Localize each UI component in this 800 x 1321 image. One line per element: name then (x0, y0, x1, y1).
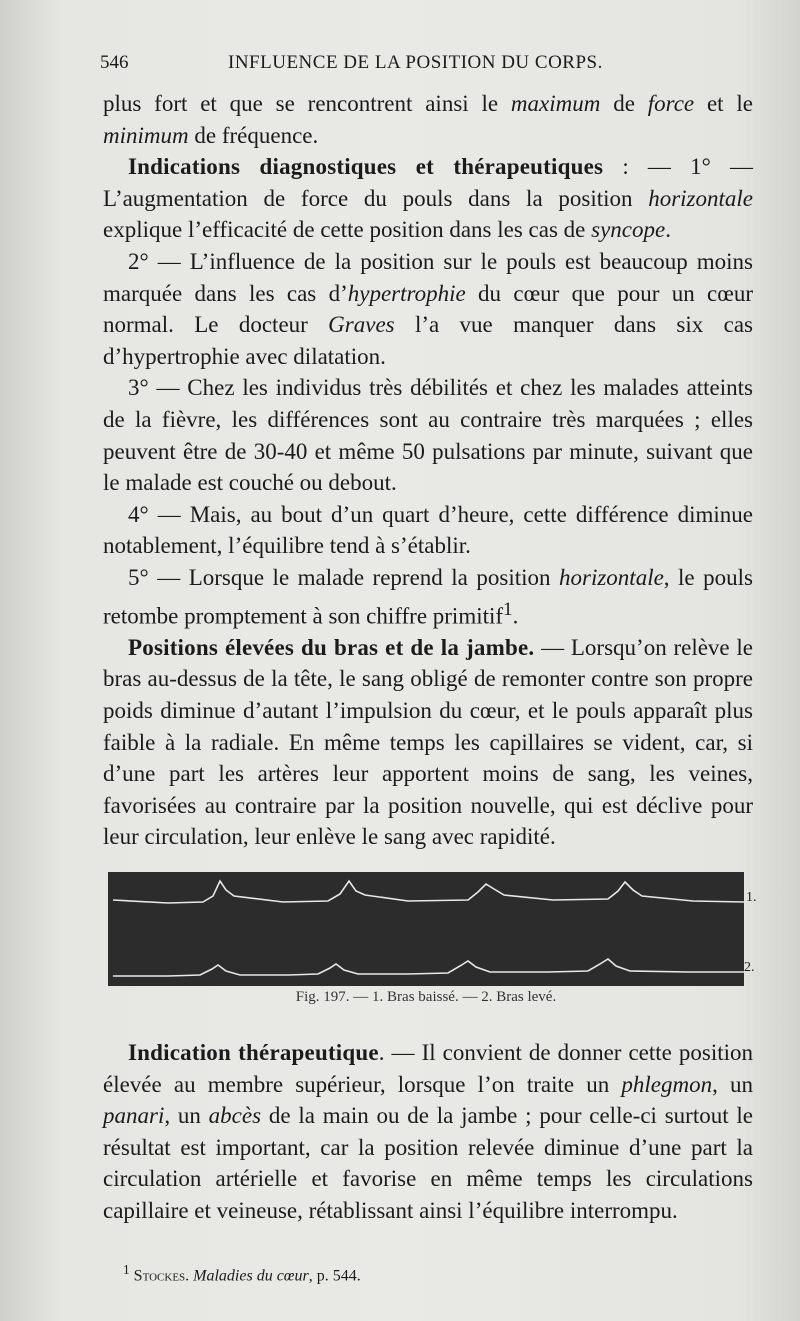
running-header (100, 52, 750, 82)
pulse-trace-2 (113, 959, 744, 976)
paragraph-point-5: 5° — Lorsque le malade reprend la position horizontale, le pouls retombe promptement à son chiffre primitif$^1$. (103, 564, 753, 629)
footnote-author: Stockes. (133, 1267, 190, 1285)
pulse-tracing-figure (108, 872, 757, 986)
footnote-marker: 1 (123, 1262, 130, 1277)
pulse-trace-1 (113, 881, 744, 903)
page-number: 546 (100, 52, 129, 73)
running-title: INFLUENCE DE LA POSITION DU CORPS. (228, 52, 603, 73)
pulse-tracing-image (108, 872, 744, 986)
paragraph-positions: Positions élevées du bras et de la jambe. — Lorsqu’on relève le bras au-dessus de la tête, le sang obligé de remonter contre son propre poids diminue d’autant l’impulsion du cœur, et le pouls apparaît plus faible à la radiale. En même temps les capillaires se vident, car, si d’une part les artères leur apportent moins de sang, les veines, favorisées au contraire par la position nouvelle, qui est déclive pour leur circulation, leur enlève le sang avec rapidité. (103, 634, 754, 850)
section-heading-indication: Indication thérapeutique (128, 1040, 379, 1065)
paragraph-point-3: 3° — Chez les individus très débilités et chez les malades atteints de la fièvre, les différences sont au contraire très marquées ; elles peuvent être de 30-40 et même 50 pulsations par minute, suivant que le malade est couché ou debout. (103, 375, 753, 496)
text-block-lower (103, 1037, 753, 1227)
section-heading-indications: Indications diagnostiques et thérapeutiques (128, 154, 604, 180)
paragraph-indications: Indications diagnostiques et thérapeutiques : — 1° — L’augmentation de force du pouls dans la position horizontale explique l’efficacité de cette position dans les cas de syncope. (103, 154, 753, 243)
footnote-reference: 1 (503, 598, 513, 620)
paragraph-point-4: 4° — Mais, au bout d’un quart d’heure, cette différence diminue notablement, l’équilibre tend à s’établir. (103, 501, 753, 559)
paragraph-point-2: 2° — L’influence de la position sur le pouls est beaucoup moins marquée dans les cas d’hypertrophie du cœur que pour un cœur normal. Le docteur Graves l’a vue manquer dans six cas d’hypertrophie avec dilatation. (103, 248, 753, 369)
footnote (123, 1262, 753, 1285)
text-block-upper (103, 88, 753, 853)
trace-label-2: 2. (744, 960, 755, 975)
footnote-title: Maladies du cœur (193, 1267, 309, 1285)
figure-caption: Fig. 197. — 1. Bras baissé. — 2. Bras levé. (295, 989, 557, 1005)
section-heading-positions: Positions élevées du bras et de la jambe. (128, 634, 535, 660)
paragraph-indication-therapeutique: Indication thérapeutique. — Il convient de donner cette position élevée au membre supérieur, lorsque l’on traite un phlegmon, un panari, un abcès de la main ou de la jambe ; pour celle-ci surtout le résultat est important, car la position relevée diminue d’une part la circulation artérielle et favorise en même temps les circulations capillaire et veineuse, rétablissant ainsi l’équilibre interrompu. (103, 1040, 754, 1223)
trace-label-1: 1. (746, 890, 757, 905)
paragraph-intro: plus fort et que se rencontrent ainsi le maximum de force et le minimum de fréquence. (103, 91, 753, 148)
footnote-ref: , p. 544. (308, 1267, 361, 1285)
